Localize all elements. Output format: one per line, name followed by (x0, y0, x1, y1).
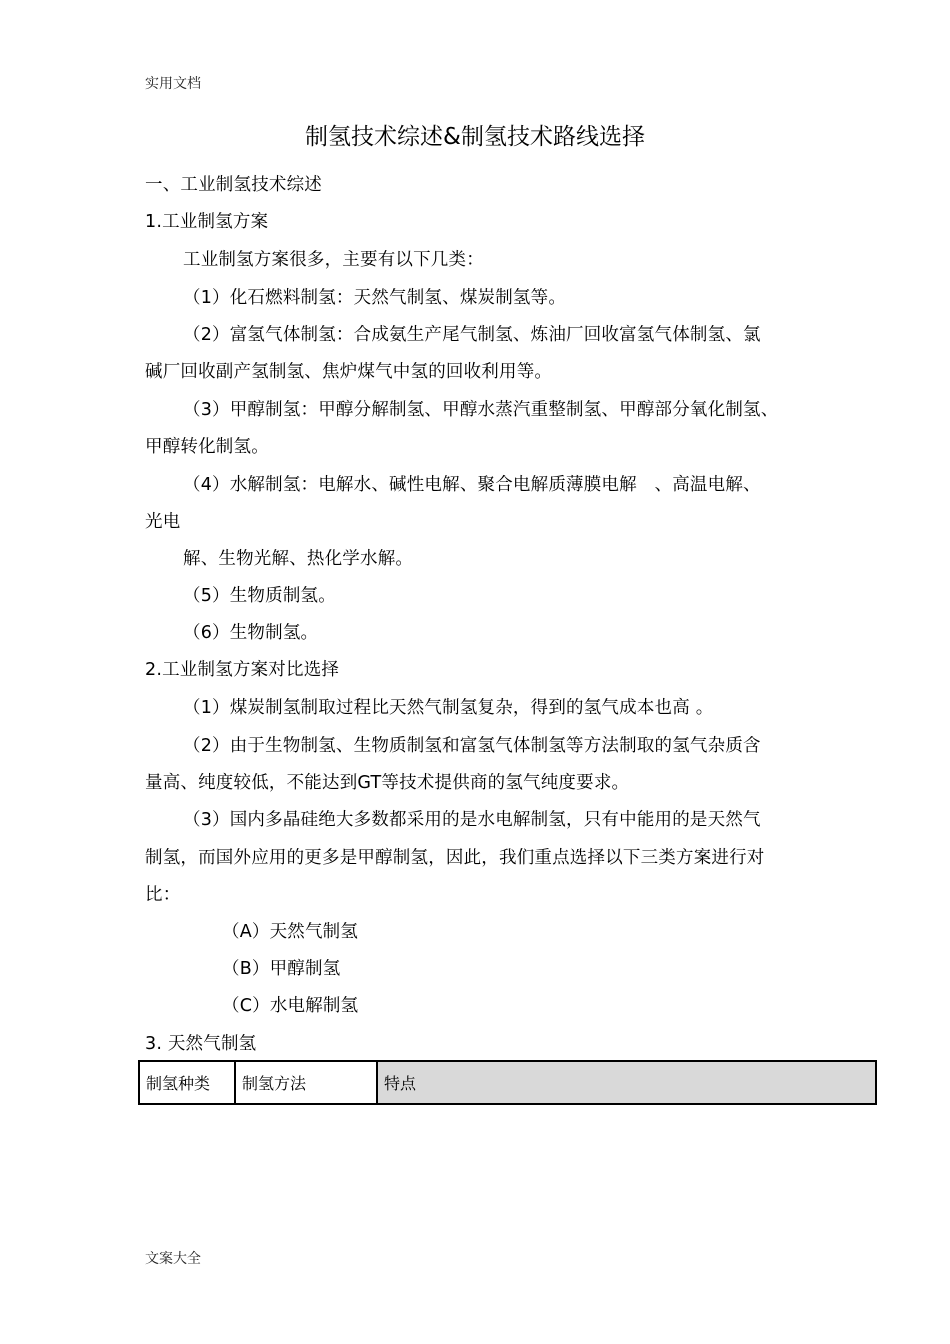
comparison-item-2: （2）由于生物制氢、生物质制氢和富氢气体制氢等方法制取的氢气杂质含 (183, 736, 761, 756)
table-header-cell-features: 特点 (377, 1061, 876, 1104)
section-heading-1: 一、工业制氢技术综述 (145, 175, 322, 195)
comparison-item-3-cont-2: 比： (145, 885, 181, 905)
subsection-heading-1-1: 1.工业制氢方案 (145, 212, 269, 232)
list-item-6: （6）生物制氢。 (183, 623, 319, 643)
comparison-item-1: （1）煤炭制氢制取过程比天然气制氢复杂，得到的氢气成本也高 。 (183, 698, 714, 718)
page-header: 实用文档 (145, 76, 201, 92)
hydrogen-method-table (138, 1060, 877, 1105)
subsection-heading-1-2: 2.工业制氢方案对比选择 (145, 660, 340, 680)
list-item-2-cont: 碱厂回收副产氢制氢、焦炉煤气中氢的回收利用等。 (145, 362, 553, 382)
list-item-4-cont-2: 解、生物光解、热化学水解。 (183, 549, 414, 569)
list-item-4-cont: 光电 (145, 512, 181, 532)
list-item-1: （1）化石燃料制氢：天然气制氢、煤炭制氢等。 (183, 288, 567, 308)
table-header-cell-method: 制氢方法 (235, 1061, 377, 1104)
subsection-heading-1-3: 3. 天然气制氢 (145, 1034, 257, 1054)
comparison-item-3-cont: 制氢，而国外应用的更多是甲醇制氢，因此，我们重点选择以下三类方案进行对 (145, 848, 765, 868)
comparison-item-3: （3）国内多晶硅绝大多数都采用的是水电解制氢，只有中能用的是天然气 (183, 810, 761, 830)
comparison-item-2-cont: 量高、纯度较低，不能达到GT等技术提供商的氢气纯度要求。 (145, 773, 630, 793)
list-item-3: （3）甲醇制氢：甲醇分解制氢、甲醇水蒸汽重整制氢、甲醇部分氧化制氢、 (183, 400, 779, 420)
paragraph-intro: 工业制氢方案很多，主要有以下几类： (183, 250, 484, 270)
option-b: （B）甲醇制氢 (222, 959, 341, 979)
table-header-cell-type: 制氢种类 (139, 1061, 235, 1104)
table-header-row (139, 1061, 876, 1104)
option-a: （A）天然气制氢 (222, 922, 359, 942)
list-item-2: （2）富氢气体制氢：合成氨生产尾气制氢、炼油厂回收富氢气体制氢、氯 (183, 325, 761, 345)
list-item-4: （4）水解制氢：电解水、碱性电解、聚合电解质薄膜电解 、高温电解、 (183, 475, 761, 495)
page-footer: 文案大全 (145, 1251, 201, 1267)
option-c: （C）水电解制氢 (222, 996, 359, 1016)
list-item-3-cont: 甲醇转化制氢。 (145, 437, 269, 457)
list-item-5: （5）生物质制氢。 (183, 586, 336, 606)
document-title: 制氢技术综述&制氢技术路线选择 (305, 124, 645, 150)
